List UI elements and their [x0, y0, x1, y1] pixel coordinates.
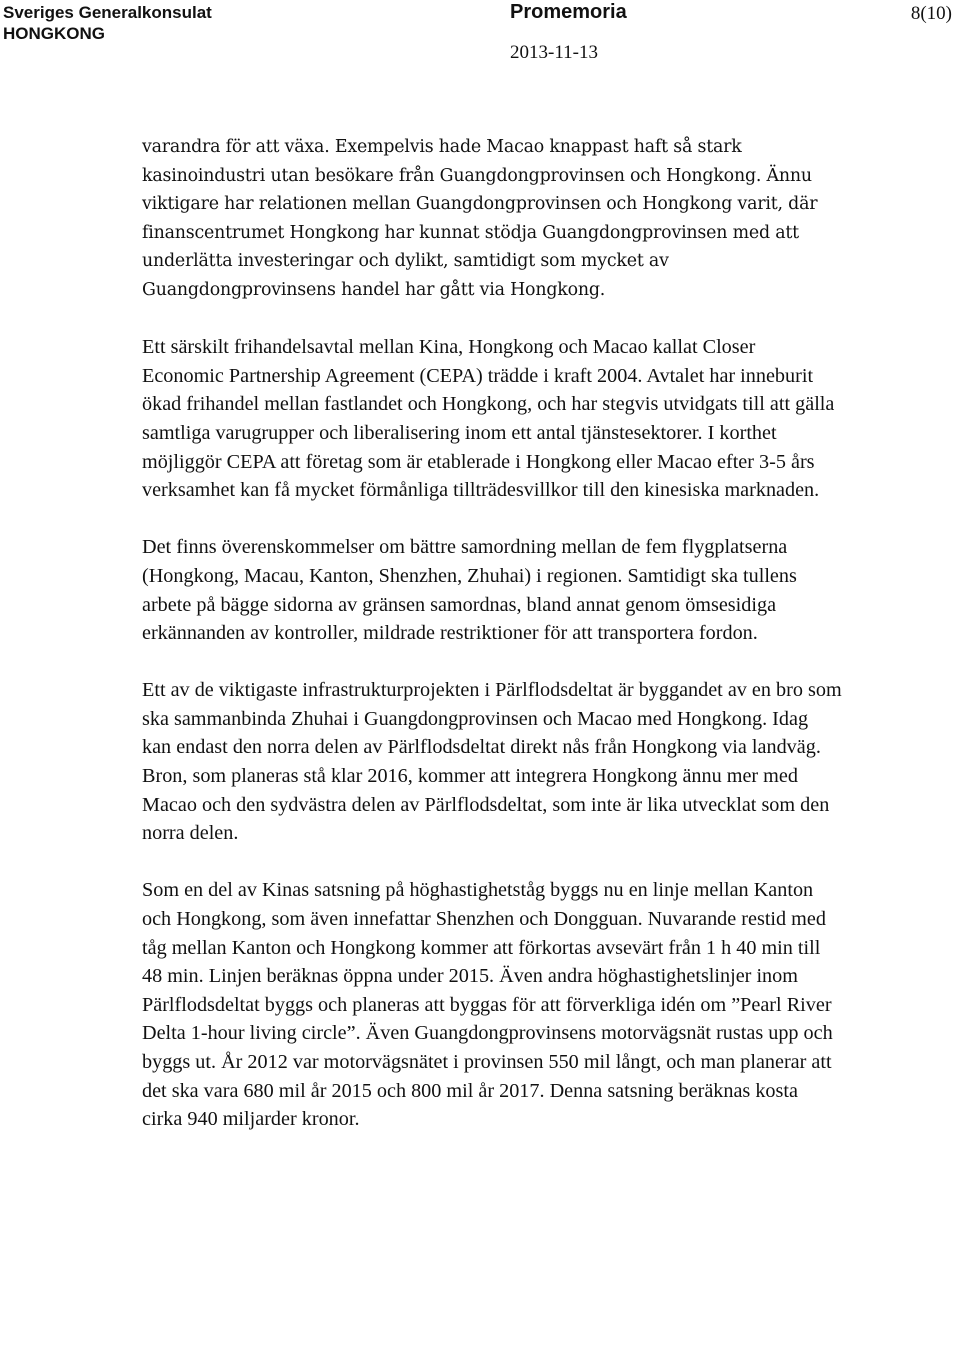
- document-date: 2013-11-13: [510, 42, 598, 63]
- paragraph: Det finns överenskommelser om bättre samordning mellan de fem flygplatserna (Hongkong, Macau, Kanton, Shenzhen, Zhuhai) i regionen. Samtidigt ska tullens arbete på bägge sidorna av gränsen samordnas, bland annat genom ömsesidiga erkännanden av kontroller, mildrade restriktioner för att transportera fordon.: [142, 536, 797, 645]
- page-number: 8(10): [910, 3, 952, 24]
- page-header: [0, 0, 960, 80]
- paragraph: Ett särskilt frihandelsavtal mellan Kina, Hongkong och Macao kallat Closer Economic Partnership Agreement (CEPA) trädde i kraft 2004. Avtalet har inneburit ökad frihandel mellan fastlandet och Hongkong, och har stegvis utvidgats till att gälla samtliga varugrupper och liberalisering inom ett antal tjänstesektorer. I korthet möjliggör CEPA att företag som är etablerade i Hongkong eller Macao efter 3-5 års verksamhet kan få mycket förmånliga tillträdesvillkor till den kinesiska marknaden.: [142, 336, 835, 502]
- document-body: [142, 133, 842, 1134]
- paragraph: Som en del av Kinas satsning på höghastighetståg byggs nu en linje mellan Kanton och Hongkong, som även innefattar Shenzhen och Dongguan. Nuvarande restid med tåg mellan Kanton och Hongkong kommer att förkortas avsevärt från 1 h 40 min till 48 min. Linjen beräknas öppna under 2015. Även andra höghastighetslinjer inom Pärlflodsdeltat byggs och planeras att byggas för att förverkliga idén om ”Pearl River Delta 1-hour living circle”. Även Guangdongprovinsens motorvägsnät rustas upp och byggs ut. År 2012 var motorvägsnätet i provinsen 550 mil långt, och man planerar att det ska vara 680 mil år 2015 och 800 mil år 2017. Denna satsning beräknas kosta cirka 940 miljarder kronor.: [142, 879, 833, 1131]
- organization-location: HONGKONG: [3, 24, 105, 43]
- document-title: Promemoria: [510, 1, 627, 23]
- paragraph: Ett av de viktigaste infrastrukturprojekten i Pärlflodsdeltat är byggandet av en bro som ska sammanbinda Zhuhai i Guangdongprovinsen och Macao med Hongkong. Idag kan endast den norra delen av Pärlflodsdeltat direkt nås från Hongkong via landväg. Bron, som planeras stå klar 2016, kommer att integrera Hongkong ännu mer med Macao och den sydvästra delen av Pärlflodsdeltat, som inte är lika utvecklat som den norra delen.: [142, 679, 842, 845]
- paragraph: varandra för att växa. Exempelvis hade Macao knappast haft så stark kasinoindustri utan besökare från Guangdongprovinsen och Hongkong. Ännu viktigare har relationen mellan Guangdongprovinsen och Hongkong varit, där finanscentrumet Hongkong har kunnat stödja Guangdongprovinsen med att underlätta investeringar och dylikt, samtidigt som mycket av Guangdongprovinsens handel har gått via Hongkong.: [142, 137, 818, 300]
- organization-name: Sveriges Generalkonsulat: [3, 3, 212, 22]
